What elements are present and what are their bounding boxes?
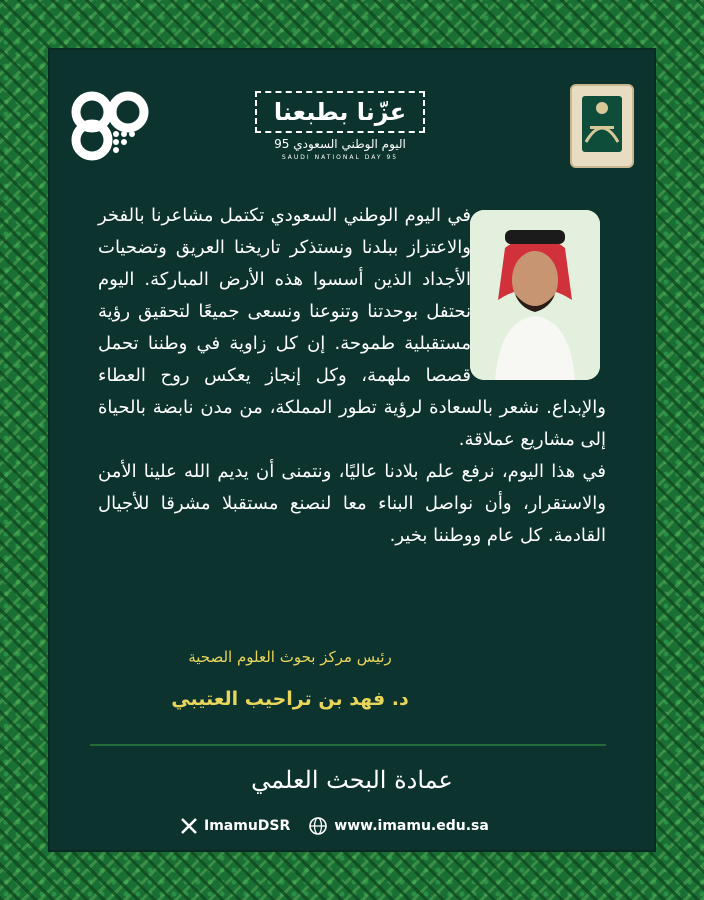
article (98, 200, 606, 552)
emblem-subtitle: اليوم الوطني السعودي 95 (274, 137, 406, 151)
paragraph-1: في اليوم الوطني السعودي تكتمل مشاعرنا بالفخر والاعتزاز ببلدنا ونستذكر تاريخنا العريق وتضحيات الأجداد الذين أسسوا هذه الأرض المباركة. اليوم نحتفل بوحدتنا وتنوعنا ونسعى جميعًا لتحقيق رؤية مستقبلية طموحة. إن كل زاوية في وطننا تحمل قصصا ملهمة، وكل إنجاز يعكس روح العطاء والإبداع. نشعر بالسعادة لرؤية تطور المملكة، من مدن نابضة بالحياة إلى مشاريع عملاقة. (98, 205, 606, 450)
national-day-emblem (255, 87, 441, 167)
website-contact[interactable] (308, 816, 489, 836)
website-url: www.imamu.edu.sa (334, 818, 489, 834)
author-name: د. فهد بن تراحيب العتيبي (171, 688, 409, 710)
emblem-slogan: عزّنا بطبعنا (255, 91, 425, 133)
footer-divider (90, 744, 606, 746)
contact-row (180, 814, 540, 838)
deanship-calligraphy: عمادة البحث العلمي (251, 766, 453, 794)
emblem-english: SAUDI NATIONAL DAY 95 (281, 154, 399, 161)
twitter-handle: ImamuDSR (204, 818, 291, 834)
author-title: رئيس مركز بحوث العلوم الصحية (188, 648, 392, 666)
content-panel (50, 50, 654, 850)
dsr-logo-icon (70, 90, 150, 162)
x-icon (180, 817, 198, 835)
university-logo-icon (570, 84, 634, 168)
twitter-contact[interactable] (180, 817, 290, 835)
globe-icon (308, 816, 328, 836)
paragraph-2: في هذا اليوم، نرفع علم بلادنا عاليًا، ونتمنى أن يديم الله علينا الأمن والاستقرار، وأن نواصل البناء معا لنصنع مستقبلا مشرقا للأجيال القادمة. كل عام ووطننا بخير. (98, 461, 606, 546)
